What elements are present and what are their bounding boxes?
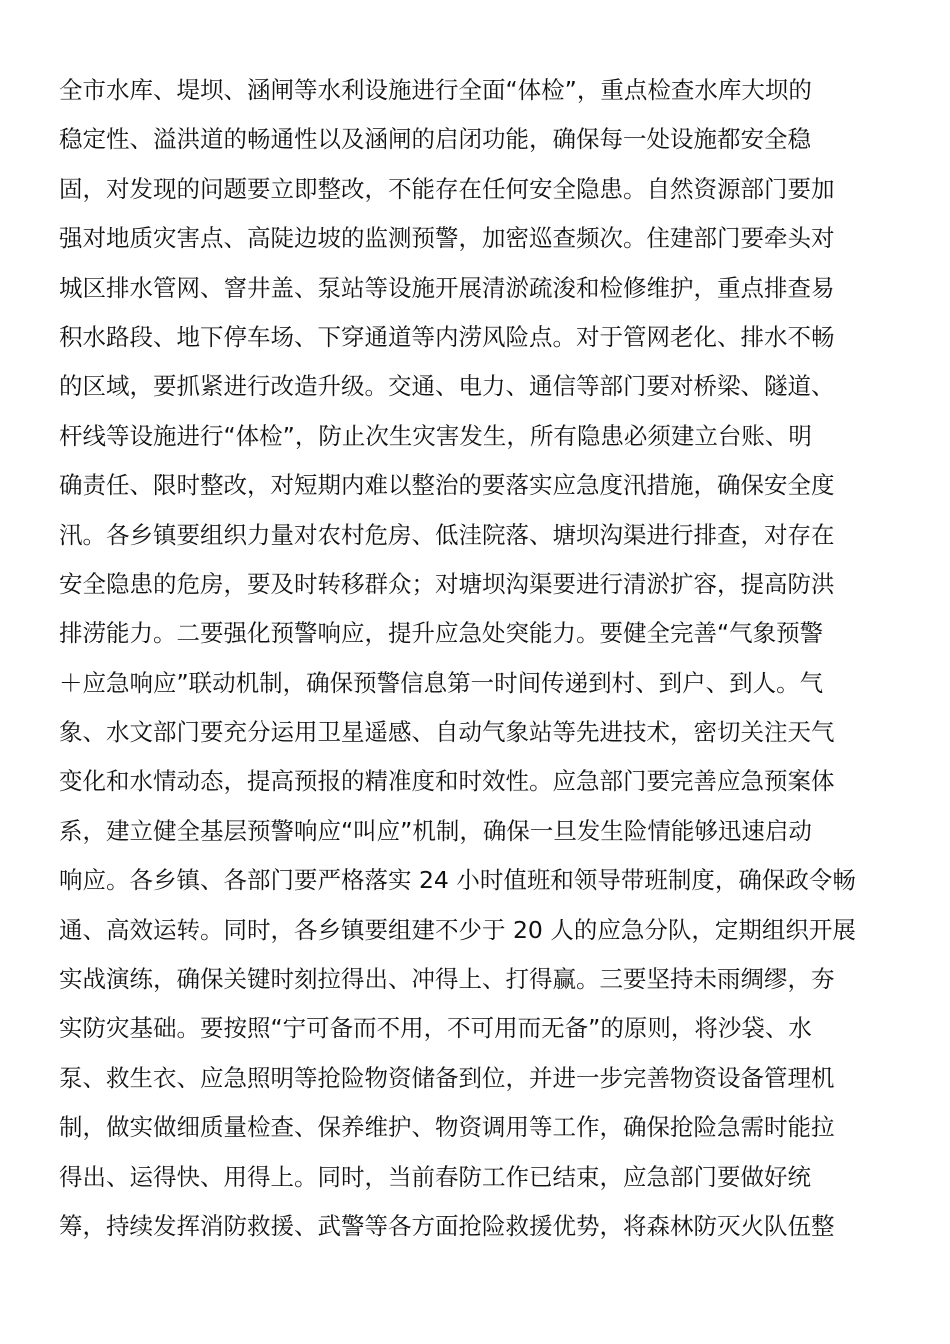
text-line: 固，对发现的问题要立即整改，不能存在任何安全隐患。自然资源部门要加 (59, 174, 835, 203)
text-line: 泵、救生衣、应急照明等抢险物资储备到位，并进一步完善物资设备管理机 (59, 1063, 835, 1092)
text-line: 的区域，要抓紧进行改造升级。交通、电力、通信等部门要对桥梁、隧道、 (59, 372, 835, 401)
text-line: 城区排水管网、窨井盖、泵站等设施开展清淤疏浚和检修维护，重点排查易 (59, 273, 835, 302)
text-line: 通、高效运转。同时，各乡镇要组建不少于 20 人的应急分队，定期组织开展 (59, 915, 856, 944)
text-line: 制，做实做细质量检查、保养维护、物资调用等工作，确保抢险急需时能拉 (59, 1113, 835, 1142)
text-line: 响应。各乡镇、各部门要严格落实 24 小时值班和领导带班制度，确保政令畅 (59, 866, 856, 895)
text-line: 得出、运得快、用得上。同时，当前春防工作已结束，应急部门要做好统 (59, 1162, 811, 1191)
text-line: 汛。各乡镇要组织力量对农村危房、低洼院落、塘坝沟渠进行排查，对存在 (59, 520, 835, 549)
text-line: 变化和水情动态，提高预报的精准度和时效性。应急部门要完善应急预案体 (59, 767, 835, 796)
text-line: 系，建立健全基层预警响应“叫应”机制，确保一旦发生险情能够迅速启动 (59, 816, 812, 845)
text-line: 实战演练，确保关键时刻拉得出、冲得上、打得赢。三要坚持未雨绸缪，夯 (59, 965, 835, 994)
text-line: 稳定性、溢洪道的畅通性以及涵闸的启闭功能，确保每一处设施都安全稳 (59, 125, 811, 154)
text-line: 强对地质灾害点、高陡边坡的监测预警，加密巡查频次。住建部门要牵头对 (59, 224, 835, 253)
text-line: 排涝能力。二要强化预警响应，提升应急处突能力。要健全完善“气象预警 (59, 619, 824, 648)
text-line: 确责任、限时整改，对短期内难以整治的要落实应急度汛措施，确保安全度 (59, 471, 835, 500)
body-text (59, 66, 899, 1251)
text-line: ＋应急响应”联动机制，确保预警信息第一时间传递到村、到户、到人。气 (59, 668, 824, 697)
text-line: 杆线等设施进行“体检”，防止次生灾害发生，所有隐患必须建立台账、明 (59, 421, 812, 450)
text-line: 全市水库、堤坝、涵闸等水利设施进行全面“体检”，重点检查水库大坝的 (59, 76, 812, 104)
text-line: 安全隐患的危房，要及时转移群众；对塘坝沟渠要进行清淤扩容，提高防洪 (59, 569, 835, 598)
text-line: 积水路段、地下停车场、下穿通道等内涝风险点。对于管网老化、排水不畅 (59, 322, 835, 351)
text-line: 象、水文部门要充分运用卫星遥感、自动气象站等先进技术，密切关注天气 (59, 718, 835, 747)
text-line: 筹，持续发挥消防救援、武警等各方面抢险救援优势，将森林防灭火队伍整 (59, 1211, 835, 1240)
text-line: 实防灾基础。要按照“宁可备而不用，不可用而无备”的原则，将沙袋、水 (59, 1014, 812, 1043)
